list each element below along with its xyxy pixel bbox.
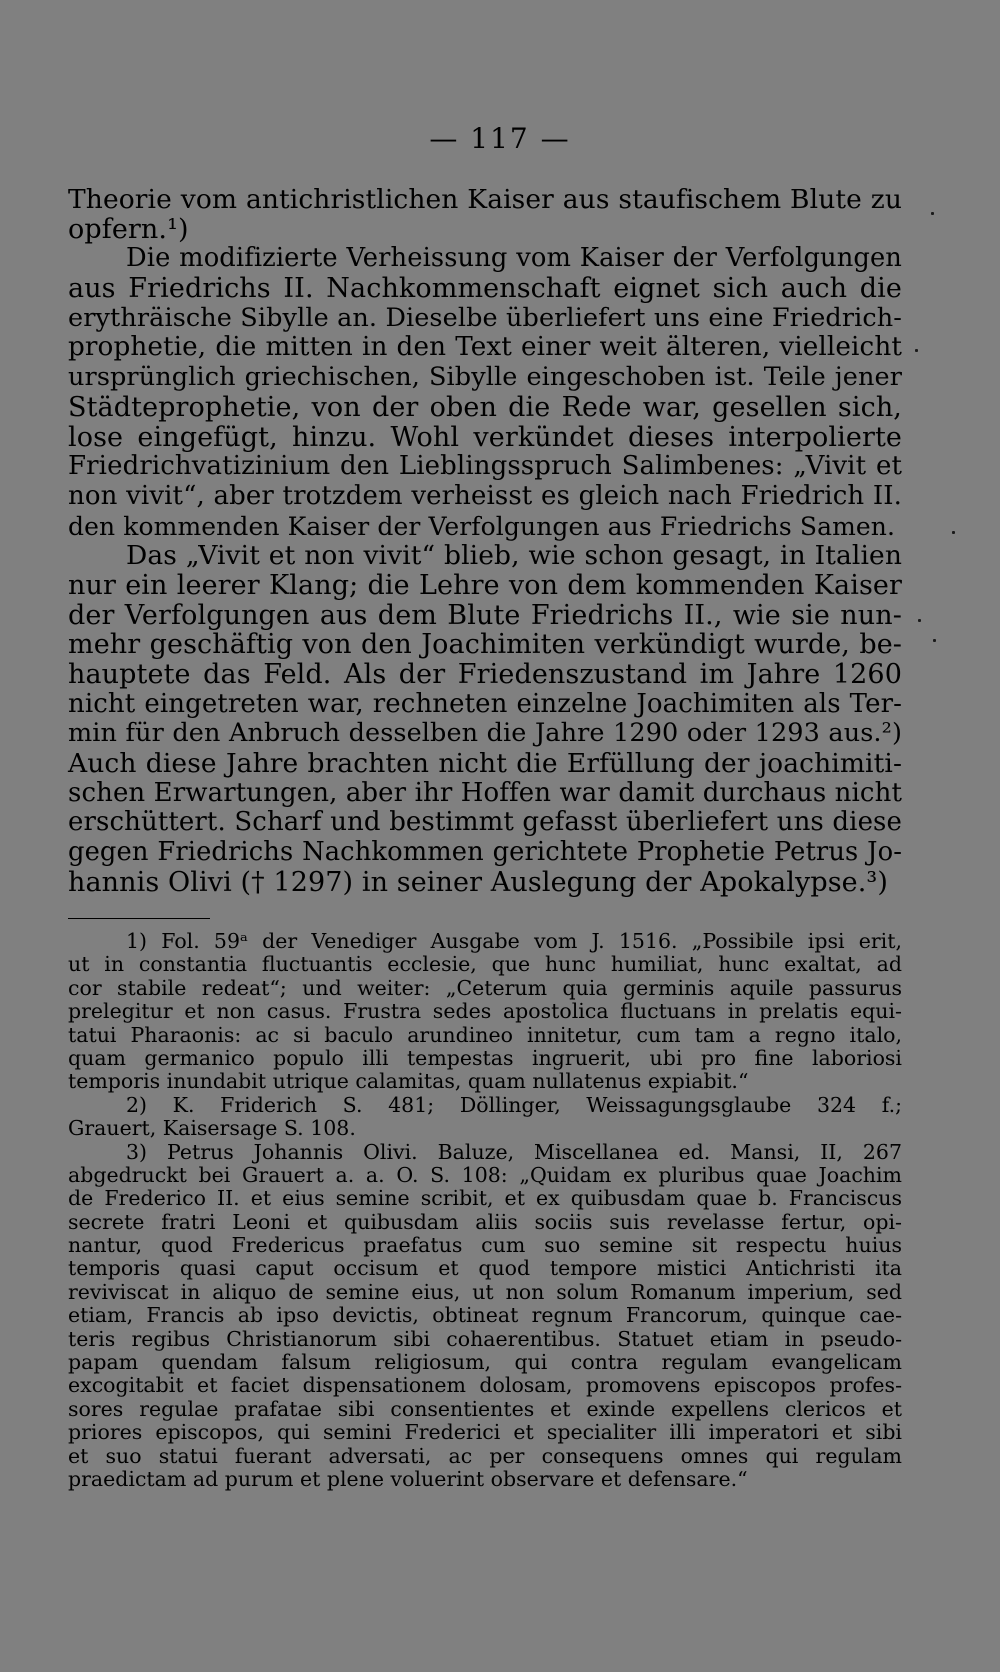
footnote-line: abgedruckt bei Grauert a. a. O. S. 108: „Quidam ex pluribus quae Joachim — [68, 1162, 902, 1187]
text-line: Das „Vivit et non vivit“ blieb, wie schon gesagt, in Italien — [126, 540, 902, 572]
main-text-block — [68, 185, 902, 898]
text-line: den kommenden Kaiser der Verfolgungen aus Friedrichs Samen. — [68, 511, 896, 541]
text-line: nicht eingetreten war, rechneten einzelne Joachimiten als Ter- — [68, 688, 902, 719]
text-line: opfern.¹) — [68, 213, 189, 245]
footnote-line: tatui Pharaonis: ac si baculo arundineo innitetur, cum tam a regno italo, — [68, 1022, 902, 1047]
text-line: min für den Anbruch desselben die Jahre 1290 oder 1293 aus.²) — [68, 718, 902, 749]
footnotes-block — [68, 930, 902, 1491]
scan-speck — [918, 619, 921, 622]
text-line: Städteprophetie, von der oben die Rede war, gesellen sich, — [68, 391, 902, 423]
scan-speck — [931, 212, 934, 215]
text-line: erythräische Sibylle an. Dieselbe überliefert uns eine Friedrich- — [68, 302, 902, 333]
scan-speck — [933, 639, 936, 642]
scan-speck — [915, 349, 918, 352]
footnote-line: sores regulae prafatae sibi consentientes et exinde expellens clericos et — [68, 1396, 902, 1421]
text-line: erschüttert. Scharf und bestimmt gefasst überliefert uns diese — [68, 807, 902, 838]
footnote-line: priores episcopos, qui semini Frederici et specialiter illi imperatori et sibi — [68, 1420, 902, 1445]
footnote-line: nantur, quod Fredericus praefatus cum suo semine sit respectu huius — [68, 1233, 902, 1258]
text-line: ursprünglich griechischen, Sibylle eingeschoben ist. Teile jener — [68, 362, 902, 393]
scan-speck — [952, 531, 955, 534]
text-line: Auch diese Jahre brachten nicht die Erfüllung der joachimiti- — [68, 748, 902, 780]
text-line: der Verfolgungen aus dem Blute Friedrichs II., wie sie nun- — [68, 599, 902, 631]
text-line: Die modifizierte Verheissung vom Kaiser der Verfolgungen — [126, 243, 902, 274]
text-line: lose eingefügt, hinzu. Wohl verkündet dieses interpolierte — [68, 421, 902, 453]
text-line: prophetie, die mitten in den Text einer weit älteren, vielleicht — [68, 332, 902, 363]
text-line: gegen Friedrichs Nachkommen gerichtete Prophetie Petrus Jo- — [68, 837, 902, 868]
text-line: Theorie vom antichristlichen Kaiser aus staufischem Blute zu — [68, 184, 902, 215]
text-line: hannis Olivi († 1297) in seiner Auslegung der Apokalypse.³) — [68, 866, 888, 898]
footnote-line: ut in constantia fluctuantis ecclesie, que hunc humiliat, hunc exaltat, ad — [68, 952, 902, 977]
text-line: schen Erwartungen, aber ihr Hoffen war damit durchaus nicht — [68, 777, 902, 808]
footnote-line: papam quendam falsum religiosum, qui contra regulam evangelicam — [68, 1350, 902, 1375]
footnote-line: de Frederico II. et eius semine scribit, et ex quibusdam quae b. Franciscus — [68, 1186, 902, 1211]
footnote-line: teris regibus Christianorum sibi cohaerentibus. Statuet etiam in pseudo- — [68, 1326, 902, 1351]
text-line: nur ein leerer Klang; die Lehre von dem kommenden Kaiser — [68, 569, 902, 601]
footnote-line: Grauert, Kaisersage S. 108. — [68, 1116, 356, 1141]
footnote-line: temporis inundabit utrique calamitas, quam nullatenus expiabit.“ — [68, 1069, 749, 1094]
footnote-line: secrete fratri Leoni et quibusdam aliis sociis suis revelasse fertur, opi- — [68, 1209, 902, 1234]
text-line: mehr geschäftig von den Joachimiten verkündigt wurde, be- — [68, 629, 902, 661]
footnote-line: prelegitur et non casus. Frustra sedes apostolica fluctuans in prelatis equi- — [68, 999, 902, 1024]
footnote-line: et suo statui fuerant adversati, ac per consequens omnes qui regulam — [68, 1443, 902, 1468]
footnote-line: temporis quasi caput occisum et quod tempore mistici Antichristi ita — [68, 1256, 902, 1281]
footnote-line: praedictam ad purum et plene voluerint observare et defensare.“ — [68, 1466, 748, 1491]
footnote-line: cor stabile redeat“; und weiter: „Ceterum quia germinis aquile passurus — [68, 975, 902, 1000]
footnote-line: reviviscat in aliquo de semine eius, ut non solum Romanum imperium, sed — [68, 1279, 902, 1304]
text-line: aus Friedrichs II. Nachkommenschaft eignet sich auch die — [68, 273, 902, 305]
footnote-line: 1) Fol. 59ᵃ der Venediger Ausgabe vom J. 1516. „Possibile ipsi erit, — [126, 929, 902, 953]
footnote-line: etiam, Francis ab ipso devictis, obtineat regnum Francorum, quinque cae- — [68, 1303, 902, 1328]
page-number: — 117 — — [429, 122, 571, 155]
footnote-line: quam germanico populo illi tempestas ingruerit, ubi pro fine laboriosi — [68, 1045, 902, 1070]
footnote-line: 2) K. Friderich S. 481; Döllinger, Weissagungsglaube 324 f.; — [126, 1092, 902, 1117]
footnote-separator — [68, 918, 210, 919]
text-line: Friedrichvatizinium den Lieblingsspruch Salimbenes: „Vivit et — [68, 451, 902, 482]
text-line: hauptete das Feld. Als der Friedenszustand im Jahre 1260 — [68, 659, 902, 690]
footnote-line: 3) Petrus Johannis Olivi. Baluze, Miscellanea ed. Mansi, II, 267 — [126, 1139, 902, 1164]
text-line: non vivit“, aber trotzdem verheisst es gleich nach Friedrich II. — [68, 480, 902, 511]
footnote-line: excogitabit et faciet dispensationem dolosam, promovens episcopos profes- — [68, 1373, 902, 1398]
